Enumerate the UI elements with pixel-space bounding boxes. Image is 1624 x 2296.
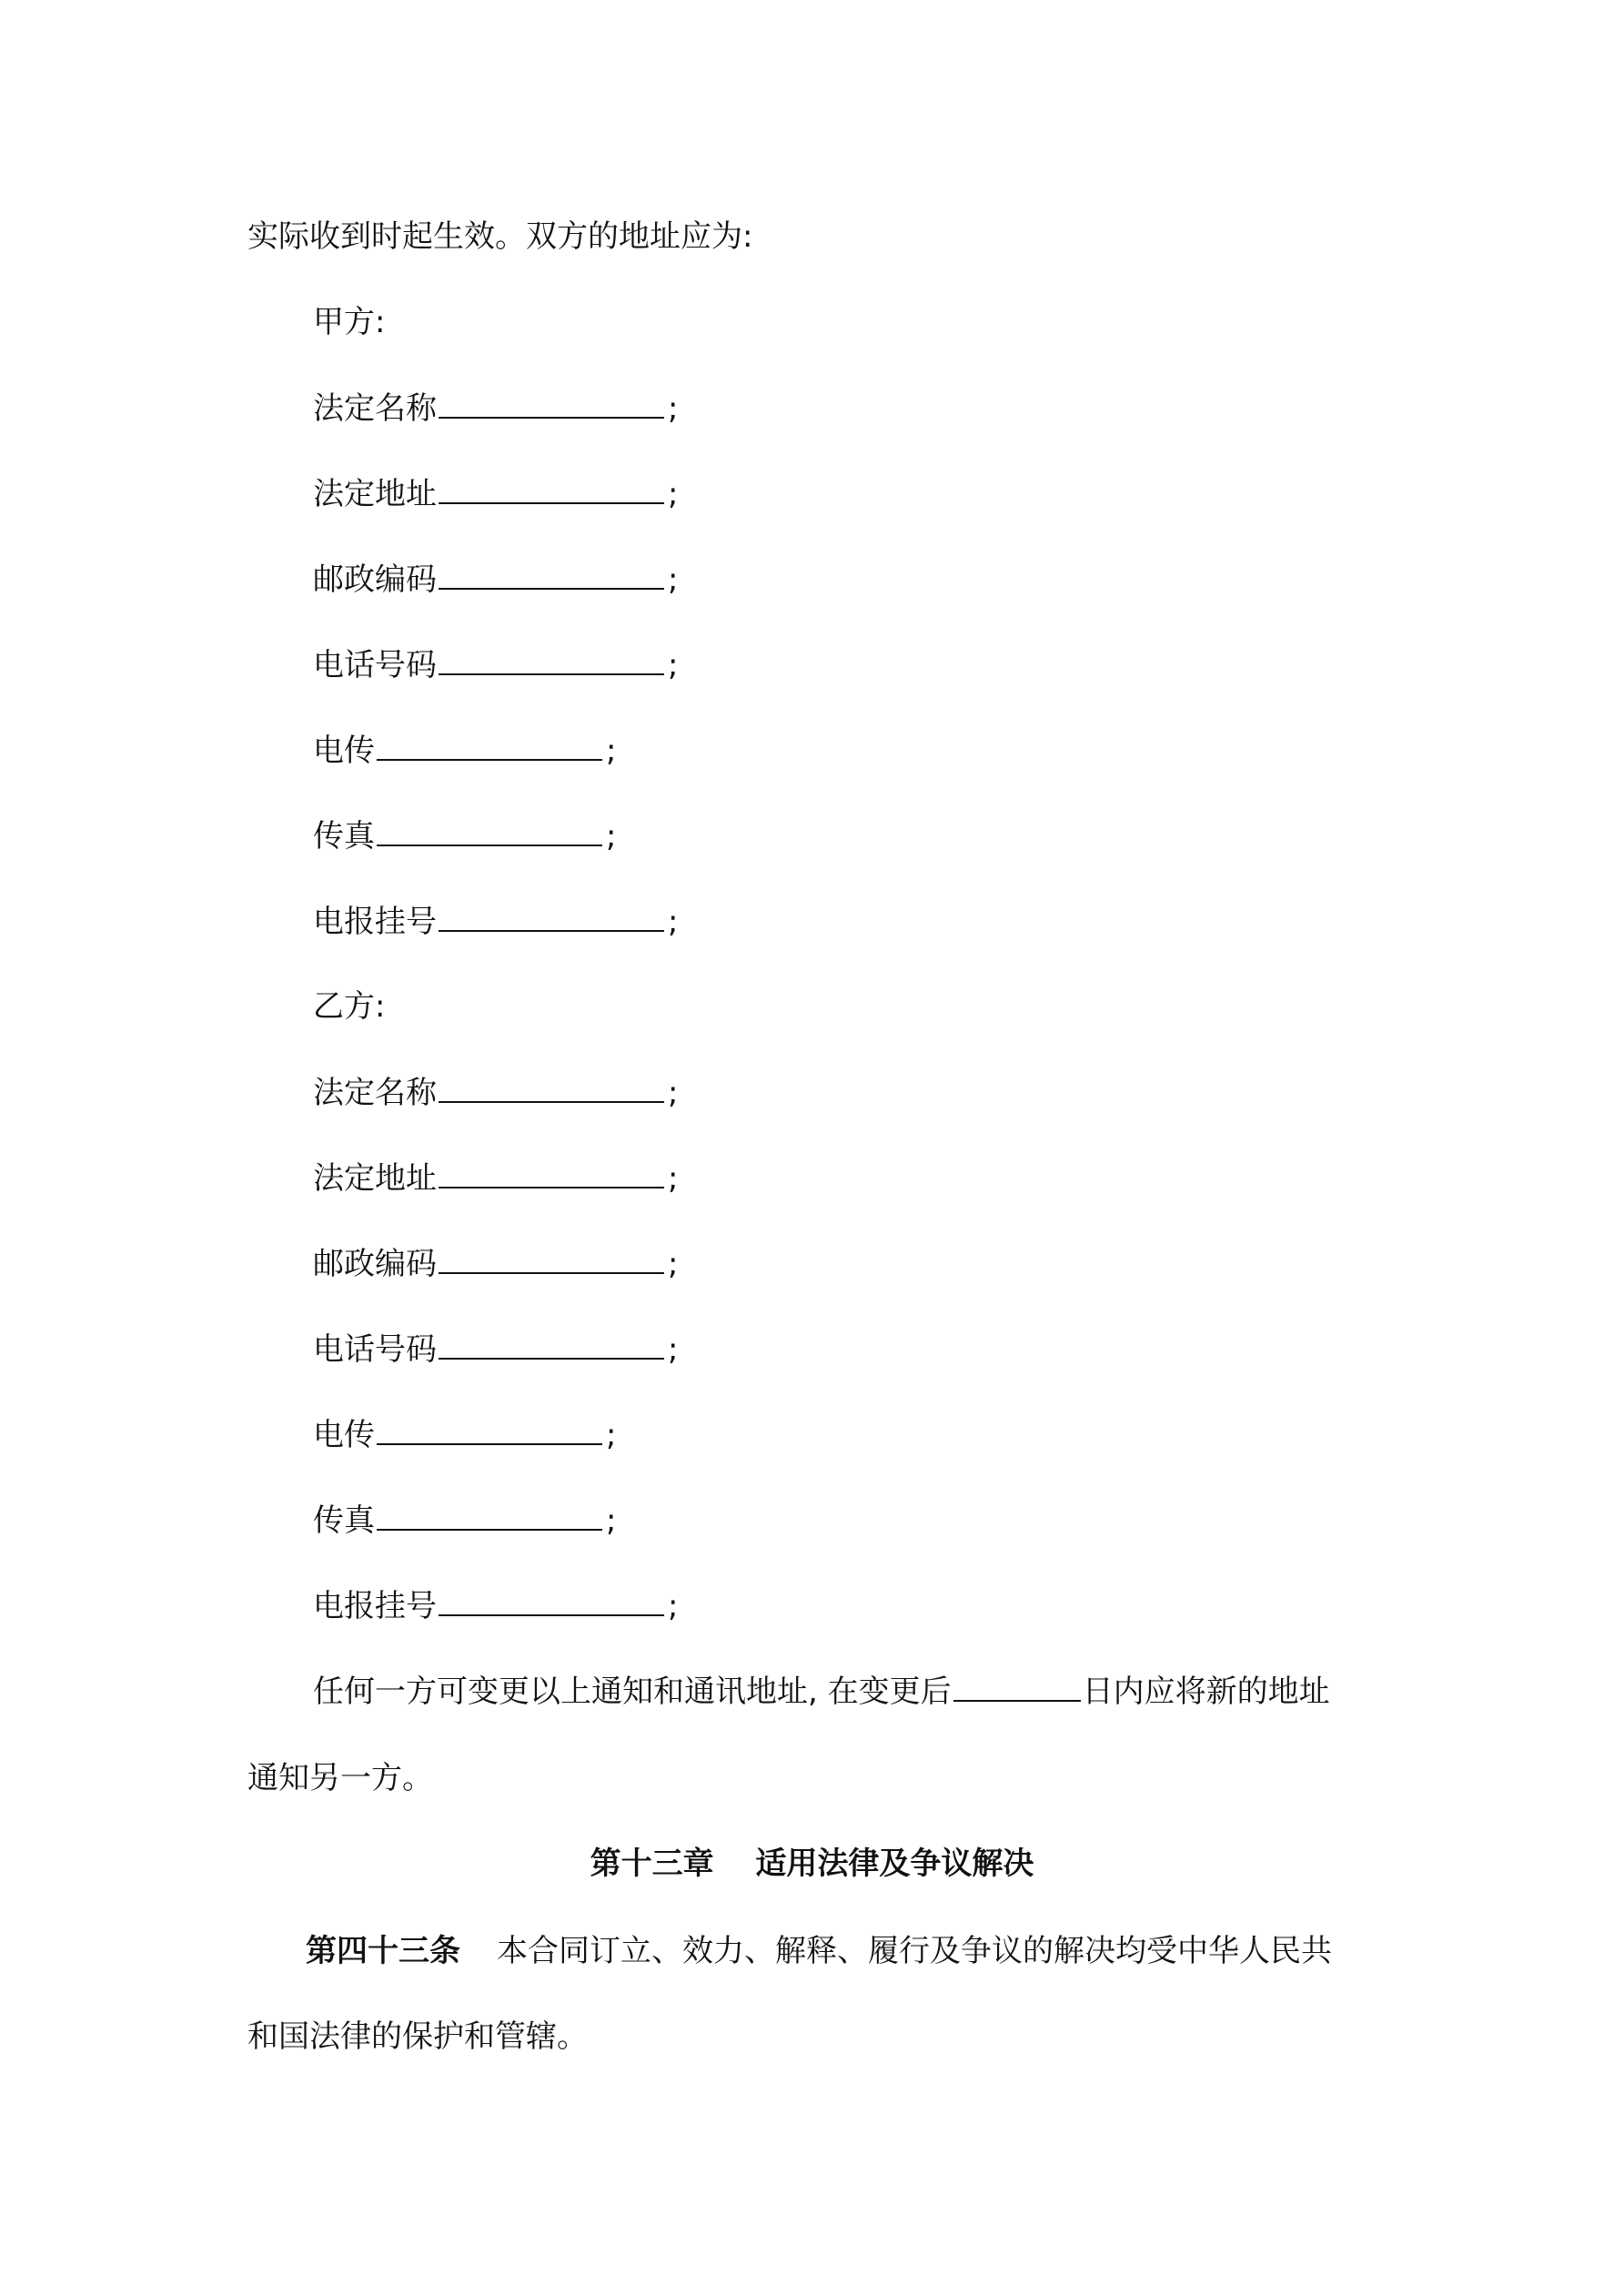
field-end: ; <box>606 818 617 855</box>
party-b-postal-code <box>313 1245 678 1282</box>
intro-line: 实际收到时起生效。双方的地址应为: <box>247 218 753 255</box>
field-label: 电传 <box>313 733 375 769</box>
field-end: ; <box>668 390 679 427</box>
field-end: ; <box>606 733 617 769</box>
field-end: ; <box>606 1502 617 1539</box>
field-end: ; <box>668 647 679 683</box>
fill-in-blank[interactable] <box>439 389 664 419</box>
field-label: 电报挂号 <box>313 904 437 940</box>
fill-in-blank[interactable] <box>439 1587 664 1616</box>
field-label: 法定名称 <box>313 390 437 427</box>
party-a-heading: 甲方: <box>313 304 386 340</box>
field-end: ; <box>668 561 679 598</box>
fill-in-blank[interactable] <box>439 1159 664 1188</box>
party-a-telex <box>313 732 616 769</box>
fill-in-blank[interactable] <box>439 1245 664 1274</box>
fill-in-blank[interactable] <box>439 475 664 504</box>
fill-in-blank[interactable] <box>377 1416 602 1445</box>
party-b-legal-name <box>313 1074 678 1111</box>
change-notice-line <box>313 1673 1330 1710</box>
article-43-line <box>306 1933 1332 1969</box>
article-43-continuation: 和国法律的保护和管辖。 <box>247 2018 588 2055</box>
field-end: ; <box>668 1075 679 1111</box>
party-b-cable <box>313 1587 678 1624</box>
party-b-heading: 乙方: <box>313 988 386 1025</box>
party-a-cable <box>313 903 678 940</box>
field-label: 邮政编码 <box>313 1246 437 1282</box>
field-label: 邮政编码 <box>313 561 437 598</box>
field-end: ; <box>668 476 679 512</box>
article-text-line1: 本合同订立、效力、解释、履行及争议的解决均受中华人民共 <box>497 1933 1332 1969</box>
fill-in-blank[interactable] <box>439 1074 664 1103</box>
field-end: ; <box>668 1588 679 1624</box>
fill-in-blank[interactable] <box>377 732 602 761</box>
party-b-phone <box>313 1330 678 1368</box>
fill-in-blank[interactable] <box>439 646 664 675</box>
fill-in-blank[interactable] <box>439 561 664 590</box>
field-end: ; <box>668 904 679 940</box>
field-label: 传真 <box>313 1502 375 1539</box>
fill-in-blank[interactable] <box>377 817 602 846</box>
party-b-fax <box>313 1502 616 1539</box>
field-label: 法定地址 <box>313 476 437 512</box>
field-end: ; <box>668 1331 679 1368</box>
field-label: 法定地址 <box>313 1160 437 1197</box>
field-label: 法定名称 <box>313 1075 437 1111</box>
field-label: 传真 <box>313 818 375 855</box>
field-label: 电报挂号 <box>313 1588 437 1624</box>
field-end: ; <box>668 1246 679 1282</box>
field-label: 电传 <box>313 1417 375 1453</box>
field-end: ; <box>606 1417 617 1453</box>
change-notice-continuation: 通知另一方。 <box>247 1760 433 1796</box>
party-a-postal-code <box>313 561 678 598</box>
party-a-legal-name <box>313 389 678 427</box>
party-a-fax <box>313 817 616 855</box>
chapter-title: 第十三章 适用法律及争议解决 <box>590 1846 1034 1882</box>
party-b-legal-address <box>313 1159 678 1197</box>
party-a-phone <box>313 646 678 683</box>
change-notice-after: 日内应将新的地址 <box>1082 1674 1330 1710</box>
days-blank[interactable] <box>953 1673 1081 1702</box>
field-label: 电话号码 <box>313 647 437 683</box>
field-end: ; <box>668 1160 679 1197</box>
fill-in-blank[interactable] <box>439 1330 664 1360</box>
article-number: 第四十三条 <box>306 1933 460 1969</box>
fill-in-blank[interactable] <box>377 1502 602 1531</box>
party-b-telex <box>313 1416 616 1453</box>
field-label: 电话号码 <box>313 1331 437 1368</box>
fill-in-blank[interactable] <box>439 903 664 932</box>
change-notice-before: 任何一方可变更以上通知和通讯地址, 在变更后 <box>313 1674 952 1710</box>
party-a-legal-address <box>313 475 678 512</box>
